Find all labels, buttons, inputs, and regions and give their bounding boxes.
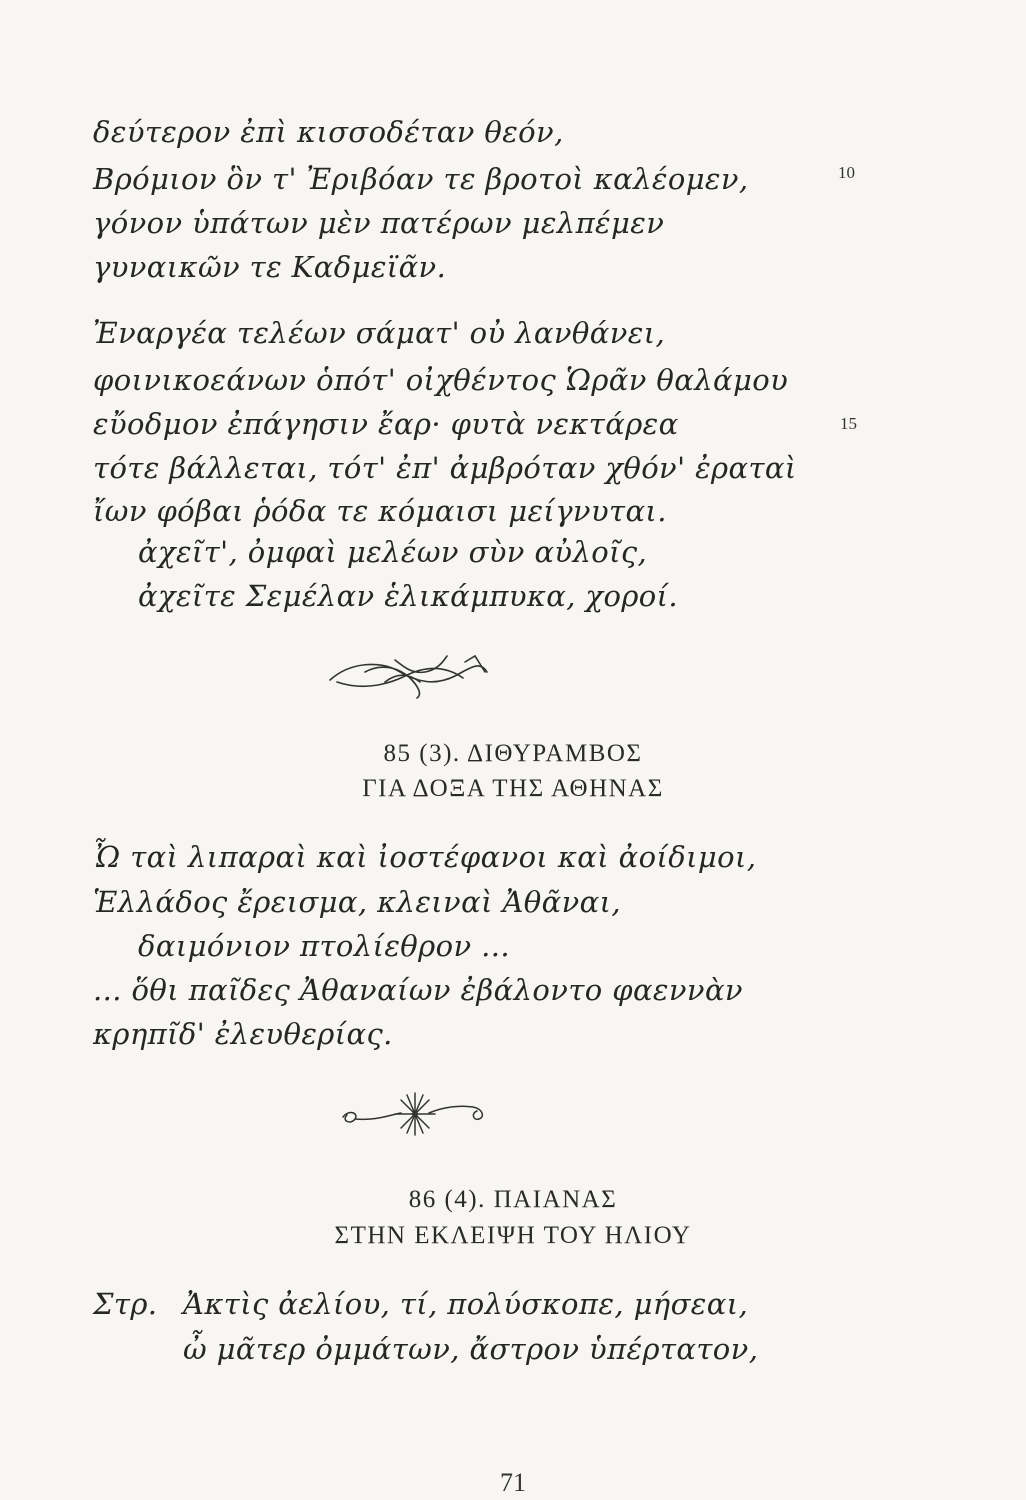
- flourish-ornament: [325, 642, 495, 702]
- verse-line: τότε βάλλεται, τότ' ἐπ' ἀμβρόταν χθόν' ἐραταὶ: [93, 451, 797, 485]
- verse-line: Ἀκτὶς ἀελίου, τί, πολύσκοπε, μήσεαι,: [183, 1287, 749, 1321]
- section-heading: 86 (4). ΠΑΙΑΝΑΣ: [408, 1186, 618, 1213]
- verse-line: Ὦ ταὶ λιπαραὶ καὶ ἰοστέφανοι καὶ ἀοίδιμοι,: [93, 840, 757, 874]
- verse-line: δαιμόνιον πτολίεθρον ...: [138, 929, 510, 963]
- section-heading: 85 (3). ΔΙΘΥΡΑΜΒΟΣ: [383, 740, 643, 767]
- strophe-label: Στρ.: [93, 1287, 158, 1321]
- verse-line: κρηπῖδ' ἐλευθερίας.: [93, 1017, 393, 1051]
- verse-line: ἴων φόβαι ῥόδα τε κόμαισι μείγνυται.: [93, 494, 667, 528]
- verse-line: γυναικῶν τε Καδμεϊᾶν.: [93, 250, 447, 284]
- page-number: 71: [500, 1468, 526, 1497]
- section-subheading: ΣΤΗΝ ΕΚΛΕΙΨΗ ΤΟΥ ΗΛΙΟΥ: [334, 1222, 692, 1249]
- verse-line: Βρόμιον ὃν τ' Ἐριβόαν τε βροτοὶ καλέομεν,: [93, 162, 749, 196]
- star-ornament: [335, 1085, 495, 1145]
- verse-line: φοινικοεάνων ὁπότ' οἰχθέντος Ὡρᾶν θαλάμου: [93, 363, 789, 397]
- verse-line: Ἐναργέα τελέων σάματ' οὐ λανθάνει,: [93, 316, 666, 350]
- verse-line: γόνον ὑπάτων μὲν πατέρων μελπέμεν: [93, 206, 665, 240]
- section-subheading: ΓΙΑ ΔΟΞΑ ΤΗΣ ΑΘΗΝΑΣ: [362, 775, 664, 802]
- verse-line: ὦ μᾶτερ ὀμμάτων, ἄστρον ὑπέρτατον,: [183, 1332, 759, 1366]
- verse-line: Ἑλλάδος ἔρεισμα, κλειναὶ Ἀθᾶναι,: [93, 885, 622, 919]
- verse-line: ἀχεῖτ', ὀμφαὶ μελέων σὺν αὐλοῖς,: [138, 535, 648, 569]
- verse-line: δεύτερον ἐπὶ κισσοδέταν θεόν,: [93, 115, 564, 149]
- verse-line: εὔοδμον ἐπάγησιν ἔαρ· φυτὰ νεκτάρεα: [93, 407, 679, 441]
- verse-line: ἀχεῖτε Σεμέλαν ἑλικάμπυκα, χοροί.: [138, 579, 679, 613]
- line-number: 15: [840, 414, 857, 433]
- line-number: 10: [838, 163, 855, 182]
- verse-line: ... ὅθι παῖδες Ἀθαναίων ἐβάλοντο φαεννὰν: [93, 973, 743, 1007]
